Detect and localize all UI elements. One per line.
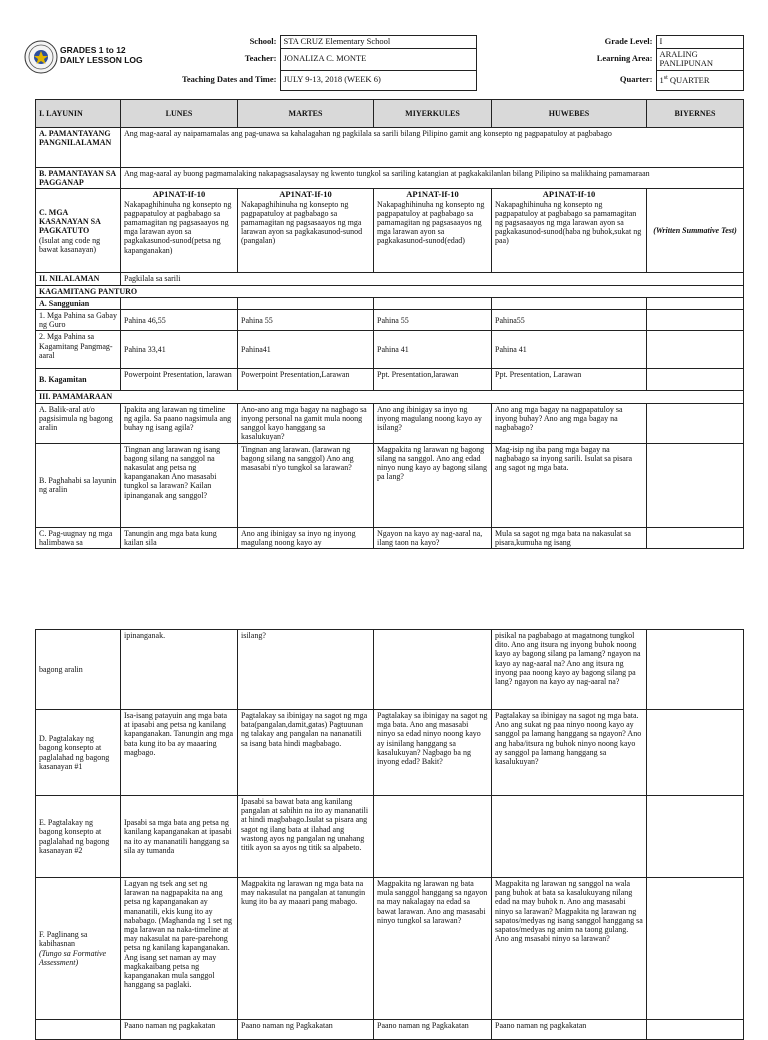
- kagamitan-lunes: Powerpoint Presentation, larawan: [121, 369, 238, 391]
- empty-cell: [492, 796, 647, 878]
- pagtalakay1-huwebes: Pagtalakay sa ibinigay na sagot ng mga bata. Ano ang sukat ng paa ninyo noong kayo ay sanggol pa lamang hanggang sa ngayon? Ano ang haba/itsura ng buhok ninyo noong kayo ay sanggol pa lamang hanggang sa kasalukuyan?: [492, 710, 647, 796]
- label-gabay-guro: 1. Mga Pahina sa Gabay ng Guro: [36, 310, 121, 331]
- row-pagtalakay-2: [36, 796, 744, 878]
- paglinang-miyerkules: Magpakita ng larawan ng bata mula sanggol hanggang sa ngayon na may nakalagay na edad sa bawat larawan. Ano ang masasabi ninyo tungkol sa larawan?: [374, 878, 492, 1020]
- pagtalakay2-lunes: Ipasabi sa mga bata ang petsa ng kanilang kapanganakan at ipasabi na ito ay mananatili hanggang sa sila ay tumanda: [121, 796, 238, 878]
- pag-uugnay-miyerkules: Ngayon na kayo ay nag-aaral na, ilang taon na kayo?: [374, 527, 492, 548]
- form-title-line1: GRADES 1 to 12: [60, 45, 126, 55]
- row-gabay-guro: [36, 310, 744, 331]
- row-pamantayan-pagganap: [36, 168, 744, 189]
- cut-huwebes: Paano naman ng pagkakatan: [492, 1020, 647, 1040]
- balik-aral-miyerkules: Ano ang ibinigay sa inyo ng inyong magulang noong kayo ay isilang?: [374, 403, 492, 443]
- teacher-label: Teacher:: [244, 53, 277, 64]
- empty-cell: [647, 1020, 744, 1040]
- empty-cell: [647, 403, 744, 443]
- quarter-word: QUARTER: [667, 75, 710, 86]
- kasanayan-miyerkules-text: Nakapaghihinuha ng konsepto ng pagpapatuloy at pagbabago sa pamamagitan ng pagsasaayos ng mga larawan ayon sa pagkakasunod-sunod(edad): [377, 199, 485, 246]
- paghahabi-martes: Tingnan ang larawan. (larawan ng bagong silang na sanggol) Ano ang masasabi n'yo tungkol sa larawan?: [238, 443, 374, 527]
- row-kagamitang-magaaral: [36, 331, 744, 369]
- label-kasanayan-note: (Isulat ang code ng bawat kasanayan): [39, 235, 101, 254]
- lesson-table-page2: [35, 629, 744, 1040]
- row-kagamitang-panturo: [36, 285, 744, 297]
- competency-code: AP1NAT-If-10: [152, 189, 206, 200]
- row-kasanayan: [36, 189, 744, 273]
- form-title-line2: DAILY LESSON LOG: [60, 55, 143, 65]
- empty-cell: [121, 297, 238, 309]
- empty-cell: [647, 878, 744, 1020]
- text-pamantayan-pagganap: Ang mag-aaral ay buong pagmamalaking nakapagsasalaysay ng kwento tungkol sa sariling katangian at pagkakakilanlan bilang Pilipino sa malikhaing pamamaraan: [121, 168, 744, 189]
- paglinang-huwebes: Magpakita ng larawan ng sanggol na wala pang buhok at bata sa kasalukuyang nilang edad na may buhok n. Ano ang masasabi ninyo sa larawan? Magpakita ng larawan ng sapatos/medyas ng isang sanggol hanggang sa sapatos/medyas ng anim na taong gulang. Ano ang msasabi ninyo sa larawan?: [492, 878, 647, 1020]
- pag-uugnay-huwebes-cont: pisikal na pagbabago at magatnong tungkol dito. Ano ang itsura ng inyong buhok noong kayo ay bagong silang pa lamang? ngayon na kayo ay nag-aaral na? Ano ang itsura ng inyong paa noong kayo ay bagong silang pa lang? ngayon na kayo ay nag-aaral na?: [492, 630, 647, 710]
- col-huwebes: HUWEBES: [492, 100, 647, 128]
- empty-cell: [647, 443, 744, 527]
- text-pamantayang-nilalaman: Ang mag-aaral ay naipamamalas ang pag-unawa sa kahalagahan ng pagkilala sa sarili bilang Pilipino gamit ang konsepto ng pagpapatuloy at pagbabago: [121, 128, 744, 168]
- kagamitan-huwebes: Ppt. Presentation, Larawan: [492, 369, 647, 391]
- kagamitan-martes: Powerpoint Presentation,Larawan: [238, 369, 374, 391]
- label-balik-aral: A. Balik-aral at/o pagsisimula ng bagong aralin: [36, 403, 121, 443]
- row-balik-aral: [36, 403, 744, 443]
- pagtalakay2-martes: Ipasabi sa bawat bata ang kanilang pangalan at sabihin na ito ay mananatili at hindi magbabago.Isulat sa pisara ang sagot ng ilang bata at ilahad ang wastong ayos ng pangalan ng unahang titik ayon sa ayos ng titik sa alpabeto.: [238, 796, 374, 878]
- cut-martes: Paano naman ng Pagkakatan: [238, 1020, 374, 1040]
- gabay-miyerkules: Pahina 55: [374, 310, 492, 331]
- empty-cell: [374, 630, 492, 710]
- empty-cell: [647, 710, 744, 796]
- teacher-value: JONALIZA C. MONTE: [280, 48, 476, 70]
- row-pag-uugnay-bottom: [36, 630, 744, 710]
- learning-area-value: ARALING PANLIPUNAN: [656, 48, 743, 70]
- label-nilalaman: II. NILALAMAN: [36, 273, 121, 285]
- quarter-suffix: st: [663, 75, 668, 82]
- grade-level-value: I: [656, 36, 743, 49]
- paghahabi-huwebes: Mag-isip ng iba pang mga bagay na nagbabago sa inyong sarili. Isulat sa pisara ang sagot ng mga bata.: [492, 443, 647, 527]
- balik-aral-huwebes: Ano ang mga bagay na nagpapatuloy sa inyong buhay? Ano ang mga bagay na nagbabago?: [492, 403, 647, 443]
- col-miyerkules: MIYERKULES: [374, 100, 492, 128]
- teaching-dates-value: JULY 9-13, 2018 (WEEK 6): [280, 70, 476, 90]
- row-pamamaraan: [36, 391, 744, 403]
- cut-lunes: Paano naman ng pagkakatan: [121, 1020, 238, 1040]
- kasanayan-miyerkules: [374, 189, 492, 273]
- magaaral-miyerkules: Pahina 41: [374, 331, 492, 369]
- label-paglinang-note: (Tungo sa Formative Assessment): [39, 948, 107, 967]
- quarter-number: 1: [659, 75, 664, 86]
- lesson-table-page1: [35, 99, 744, 549]
- kasanayan-huwebes-text: Nakapaghihinuha ng konsepto ng pagpapatuloy at pagbabago sa pamamagitan ng pagsasaayos ng mga larawan ayon sa pagkakasunod-sunod(haba ng buhok,sukat ng paa): [495, 199, 642, 246]
- pagtalakay1-martes: Pagtalakay sa ibinigay na sagot ng mga bata(pangalan,damit,gatas) Pagtuunan ng talakay ang pangalan na nananatili sa isang bata hindi magbabago.: [238, 710, 374, 796]
- gabay-huwebes: Pahina55: [492, 310, 647, 331]
- paghahabi-miyerkules: Magpakita ng larawan ng bagong silang na sanggol. Ano ang edad ninyo nung kayo ay bagong silang pa lang?: [374, 443, 492, 527]
- label-pag-uugnay: C. Pag-uugnay ng mga halimbawa sa: [36, 527, 121, 548]
- empty-cell: [36, 1020, 121, 1040]
- label-kagamitan: B. Kagamitan: [36, 369, 121, 391]
- magaaral-martes: Pahina41: [238, 331, 374, 369]
- empty-cell: [492, 297, 647, 309]
- teaching-dates-label: Teaching Dates and Time:: [181, 74, 277, 85]
- kagamitan-miyerkules: Ppt. Presentation,larawan: [374, 369, 492, 391]
- label-pamantayan-pagganap: B. PAMANTAYAN SA PAGGANAP: [36, 168, 121, 189]
- label-kagamitang-panturo: KAGAMITANG PANTURO: [36, 285, 744, 297]
- text-nilalaman: Pagkilala sa sarili: [121, 273, 744, 285]
- form-title: [60, 45, 143, 65]
- magaaral-lunes: Pahina 33,41: [121, 331, 238, 369]
- school-value: STA CRUZ Elementary School: [280, 36, 476, 49]
- pag-uugnay-huwebes: Mula sa sagot ng mga bata na nakasulat sa pisara,kumuha ng isang: [492, 527, 647, 548]
- row-kagamitan: [36, 369, 744, 391]
- empty-cell: [647, 796, 744, 878]
- competency-code: AP1NAT-If-10: [406, 189, 459, 200]
- pag-uugnay-martes: Ano ang ibinigay sa inyo ng inyong magulang noong kayo ay: [238, 527, 374, 548]
- label-pag-uugnay-cont: bagong aralin: [36, 630, 121, 710]
- row-nilalaman: [36, 273, 744, 285]
- empty-cell: [374, 796, 492, 878]
- label-paglinang-title: F. Paglinang sa kabihasnan: [39, 930, 88, 949]
- pagtalakay1-miyerkules: Pagtalakay sa ibinigay na sagot ng mga bata. Ano ang masasabi ninyo sa edad ninyo noong kayo ay isinilang hanggang sa kasalukuyan? Nagbago ba ng inyong edad? Bakit?: [374, 710, 492, 796]
- learning-area-label: Learning Area:: [596, 53, 653, 64]
- paglinang-martes: Magpakita ng larawan ng mga bata na may nakasulat na pangalan at tanungin kung ito ba ay maaari pang mabago.: [238, 878, 374, 1020]
- school-label: School:: [249, 36, 277, 46]
- quarter-label: Quarter:: [619, 74, 653, 85]
- row-pag-uugnay-top: [36, 527, 744, 548]
- col-layunin: I. LAYUNIN: [36, 100, 121, 128]
- label-pagtalakay-2: E. Pagtalakay ng bagong konsepto at paglalahad ng bagong kasanayan #2: [36, 796, 121, 878]
- kasanayan-lunes-text: Nakapaghihinuha ng konsepto ng pagpapatuloy at pagbabago sa pamamagitan ng pagsasaayos ng mga larawan ayon sa pagkakasunod-sunod(petsa ng kapanganakan): [124, 199, 232, 255]
- empty-cell: [647, 310, 744, 331]
- kasanayan-huwebes: [492, 189, 647, 273]
- balik-aral-lunes: Ipakita ang larawan ng timeline ng agila. Sa paano nagsimula ang buhay ng isang agila?: [121, 403, 238, 443]
- column-header-row: [36, 100, 744, 128]
- empty-cell: [647, 369, 744, 391]
- label-pagtalakay-1: D. Pagtalakay ng bagong konsepto at paglalahad ng bagong kasanayan #1: [36, 710, 121, 796]
- page-break: [0, 560, 768, 624]
- row-pamantayang-nilalaman: [36, 128, 744, 168]
- cut-miyerkules: Paano naman ng Pagkakatan: [374, 1020, 492, 1040]
- grade-level-label: Grade Level:: [604, 36, 653, 46]
- paglinang-lunes: Lagyan ng tsek ang set ng larawan na nagpapakita na ang petsa ng kapanganakan ay mananatili, ekis kung ito ay nababago. (Maghanda ng 1 set ng mga larawan na naka-timeline at may nakasulat na pare-parehong petsa ng kanilang kapanganakan. Ang isang set naman ay may magkakaibang petsa ng kapanganakan mula sanggol hanggang sa paglaki.: [121, 878, 238, 1020]
- col-martes: MARTES: [238, 100, 374, 128]
- competency-code: AP1NAT-If-10: [542, 189, 596, 200]
- kasanayan-martes: [238, 189, 374, 273]
- pag-uugnay-martes-cont: isilang?: [238, 630, 374, 710]
- pag-uugnay-lunes: Tanungin ang mga bata kung kailan sila: [121, 527, 238, 548]
- kasanayan-biyernes: (Written Summative Test): [647, 189, 744, 273]
- row-pagtalakay-1: [36, 710, 744, 796]
- quarter-value: [656, 70, 743, 90]
- label-kagamitang-magaaral: 2. Mga Pahina sa Kagamitang Pangmag-aaral: [36, 331, 121, 369]
- row-cut-off: [36, 1020, 744, 1040]
- label-paglinang: [36, 878, 121, 1020]
- empty-cell: [647, 630, 744, 710]
- col-biyernes: BIYERNES: [647, 100, 744, 128]
- col-lunes: LUNES: [121, 100, 238, 128]
- pag-uugnay-lunes-cont: ipinanganak.: [121, 630, 238, 710]
- magaaral-huwebes: Pahina 41: [492, 331, 647, 369]
- header-table: [170, 35, 744, 91]
- kasanayan-martes-text: Nakapaghihinuha ng konsepto ng pagpapatuloy at pagbabago sa pamamagitan ng pagsasaayos ng mga larawan ayon sa pagkakasunod-sunod (pangalan): [241, 199, 363, 246]
- pagtalakay1-lunes: Isa-isang patayuin ang mga bata at ipasabi ang petsa ng kanilang kapanganakan. Tanungin ang mga bata kung ito ba ay maaaring magbago.: [121, 710, 238, 796]
- row-paghahabi: [36, 443, 744, 527]
- deped-seal-logo: [24, 40, 58, 74]
- empty-cell: [374, 297, 492, 309]
- row-paglinang: [36, 878, 744, 1020]
- balik-aral-martes: Ano-ano ang mga bagay na nagbago sa inyong personal na gamit mula noong sanggol kayo hanggang sa kasalukuyan?: [238, 403, 374, 443]
- label-paghahabi: B. Paghahabi sa layunin ng aralin: [36, 443, 121, 527]
- empty-cell: [647, 527, 744, 548]
- empty-cell: [647, 297, 744, 309]
- label-kasanayan-title: C. MGA KASANAYAN SA PAGKATUTO: [39, 207, 101, 236]
- label-sanggunian: A. Sanggunian: [36, 297, 121, 309]
- label-pamamaraan: III. PAMAMARAAN: [36, 391, 744, 403]
- kasanayan-lunes: [121, 189, 238, 273]
- competency-code: AP1NAT-If-10: [279, 189, 332, 200]
- label-pamantayang-nilalaman: A. PAMANTAYANG PANGNILALAMAN: [36, 128, 121, 168]
- empty-cell: [647, 331, 744, 369]
- paghahabi-lunes: Tingnan ang larawan ng isang bagong silang na sanggol na nakasulat ang petsa ng kapanganakan Ano masasabi tungkol sa larawan? Kailan ipinanganak ang sanggol?: [121, 443, 238, 527]
- gabay-martes: Pahina 55: [238, 310, 374, 331]
- label-kasanayan: [36, 189, 121, 273]
- empty-cell: [238, 297, 374, 309]
- row-sanggunian: [36, 297, 744, 309]
- gabay-lunes: Pahina 46,55: [121, 310, 238, 331]
